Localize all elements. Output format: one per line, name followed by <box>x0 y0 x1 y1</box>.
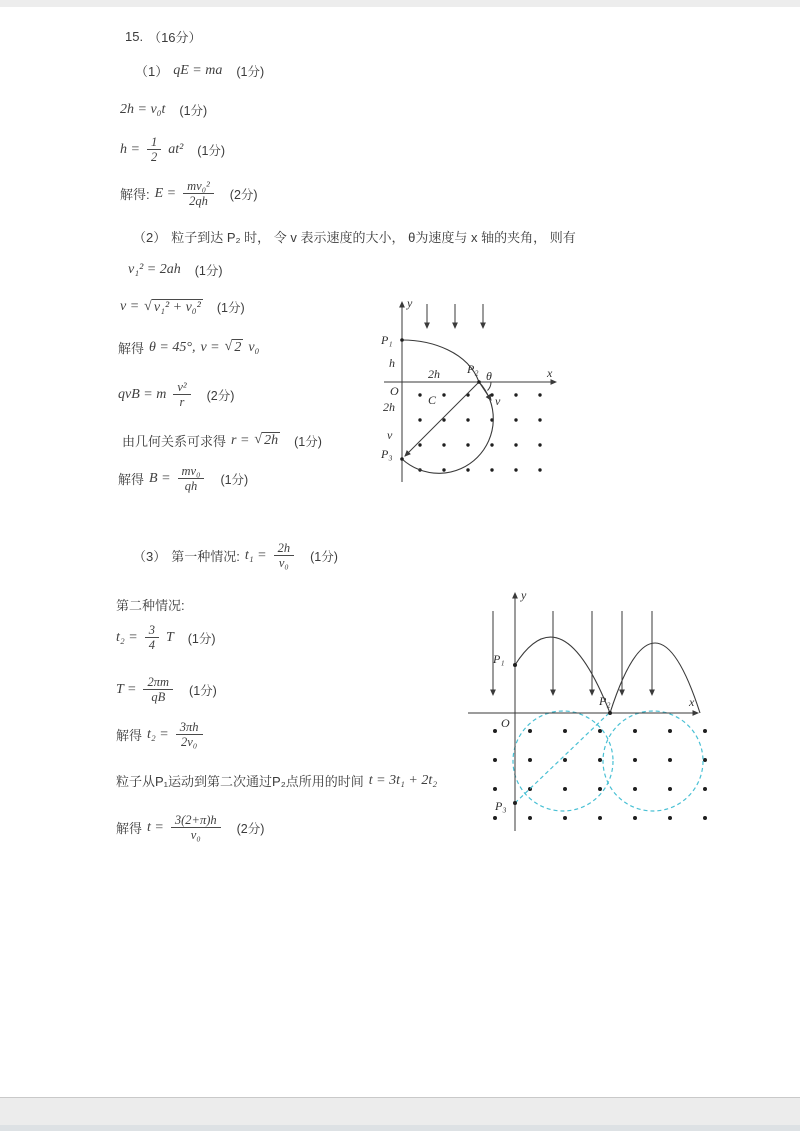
fraction: $\frac{2\pi m}{qB}$ <box>143 675 173 705</box>
formula-lhs: T = <box>116 681 137 697</box>
fraction: $\frac{\text{mv₀}}{qh}$ <box>178 464 205 494</box>
score: (1分) <box>294 434 322 449</box>
formula-tail: T <box>165 629 174 645</box>
field-dots <box>493 729 707 820</box>
eq-qe-ma <box>135 61 264 80</box>
score: (1分) <box>187 631 216 646</box>
part2-intro <box>133 227 576 246</box>
solve-label: 解得: <box>120 187 150 203</box>
score: (1分) <box>236 64 265 79</box>
page-edge-bottom-shadow <box>0 1125 800 1131</box>
label-x-axis: x <box>689 695 695 709</box>
problem-number: 15. <box>125 29 144 44</box>
fraction: $\frac{1}{2}$ <box>147 135 161 165</box>
solve-label: 解得 <box>118 341 145 356</box>
label-2h-top: 2h <box>428 367 440 381</box>
formula-tail: v₀ <box>248 339 260 355</box>
problem-header <box>125 27 202 46</box>
score: (2分) <box>236 821 265 836</box>
formula-lhs: v = <box>120 299 140 314</box>
formula-lhs: h = <box>120 141 140 157</box>
formula: v₁² = 2ah <box>128 262 181 277</box>
label-p2: P₂ <box>467 362 479 376</box>
parabola-hump-1 <box>515 637 610 713</box>
formula: qE = ma <box>173 62 223 78</box>
label-y-axis: y <box>407 296 413 310</box>
score: (1分) <box>194 264 223 278</box>
intro-text: 粒子到达 P₂ 时， 令 v 表示速度的大小， θ为速度与 x 轴的夹角， 则有 <box>171 230 576 245</box>
theta-arc <box>488 382 492 391</box>
formula-theta: θ = 45°, <box>149 339 196 355</box>
eq-2h-v0t <box>120 101 207 119</box>
point-p1 <box>400 338 404 342</box>
label-v-bottom: v <box>387 428 393 442</box>
solve-label: 解得 <box>116 821 143 837</box>
page-edge-bottom <box>0 1097 800 1131</box>
solve-label: 解得 <box>118 472 145 488</box>
velocity-arrow <box>479 382 491 400</box>
formula-lhs: B = <box>149 470 171 486</box>
score: (2分) <box>229 187 258 202</box>
fraction: $\frac{\text{mv₀²}}{2qh}$ <box>183 179 214 209</box>
eq-solve-t2 <box>116 720 205 750</box>
time-text: 粒子从P₁运动到第二次通过P₂点所用的时间 <box>116 774 364 789</box>
part3-label: （3） <box>133 549 167 565</box>
formula-lhs: E = <box>154 185 177 201</box>
line-total-time <box>116 771 437 790</box>
fraction: $\frac{\text{v²}}{r}$ <box>173 380 190 410</box>
diagram-trajectory-1 <box>372 292 572 492</box>
radical-sign: √ <box>254 432 263 447</box>
fraction: $\frac{2h}{\text{v₀}}$ <box>274 541 295 571</box>
case2-heading <box>116 595 185 614</box>
formula-lhs: t₂ = <box>116 629 138 645</box>
score: (1分) <box>216 301 245 315</box>
part3-case1 <box>133 541 338 571</box>
geometry-label: 由几何关系可求得 <box>122 434 227 449</box>
eq-final-t <box>116 813 264 843</box>
label-origin: O <box>390 384 399 398</box>
label-theta: θ <box>486 369 492 383</box>
formula-lhs: t₂ = <box>147 726 169 742</box>
label-origin: O <box>501 716 510 730</box>
label-y-axis: y <box>521 588 527 602</box>
line-theta-45 <box>118 338 259 357</box>
score: (2分) <box>206 388 235 403</box>
case2-label: 第二种情况: <box>116 598 185 613</box>
case1-label: 第一种情况: <box>171 549 240 565</box>
label-center-c: C <box>428 393 437 407</box>
eq-v-sqrt <box>120 298 245 316</box>
dashed-circle-1 <box>513 711 613 811</box>
point-p2 <box>477 380 481 384</box>
formula-lhs: v = <box>200 339 220 355</box>
circle-arc <box>402 382 493 473</box>
point-p3 <box>400 457 404 461</box>
label-p1: P₁ <box>493 652 505 666</box>
label-p3: P₃ <box>495 799 507 813</box>
point-p2 <box>608 711 612 715</box>
problem-points: （16分） <box>148 30 202 45</box>
formula: 2h = v₀t <box>120 102 166 117</box>
fraction: $\frac{3(2+\pi)h}{\text{v₀}}$ <box>171 813 221 843</box>
part1-label: （1） <box>135 64 169 79</box>
page-edge-top <box>0 0 800 7</box>
time-equation: t = 3t₁ + 2t₂ <box>368 772 438 788</box>
formula-lhs: t = <box>147 819 164 835</box>
label-p1: P₁ <box>381 333 393 347</box>
eq-t2-3quarterT <box>116 623 216 653</box>
formula-lhs: t₁ = <box>244 547 267 563</box>
point-p1 <box>513 663 517 667</box>
eq-solve-B <box>118 464 248 494</box>
sqrt-expression: √ v₁² + v₀² <box>144 298 201 315</box>
label-2h-left: 2h <box>383 400 395 414</box>
label-p3: P₃ <box>381 447 393 461</box>
radical-sign: √ <box>224 339 233 354</box>
label-h: h <box>389 356 395 370</box>
formula-lhs: r = <box>231 432 250 448</box>
score: (1分) <box>189 683 217 698</box>
score: (1分) <box>179 104 208 118</box>
point-p3 <box>513 801 517 805</box>
score: (1分) <box>220 472 249 487</box>
parabola-hump-2 <box>610 643 700 713</box>
fraction: $\frac{3}{4}$ <box>145 623 159 653</box>
formula-lhs: qvB = m <box>118 386 167 402</box>
sqrt-expression: √ 2 <box>224 339 242 355</box>
fraction: $\frac{3\pi h}{\text{2v₀}}$ <box>176 720 203 750</box>
label-v: v <box>495 394 501 408</box>
dashed-circle-2 <box>603 711 703 811</box>
eq-solve-E <box>120 179 258 209</box>
score: (1分) <box>310 549 338 564</box>
eq-period-T <box>116 675 217 705</box>
formula-tail: at² <box>168 141 184 157</box>
radical-sign: √ <box>144 298 152 314</box>
label-p2: P₂ <box>599 694 611 708</box>
label-x-axis: x <box>547 366 553 380</box>
eq-qvb <box>118 380 234 410</box>
line-geometry-r <box>122 431 322 450</box>
eq-v1sq <box>128 261 223 279</box>
score: (1分) <box>197 143 226 158</box>
solve-label: 解得 <box>116 728 143 744</box>
part2-label: （2） <box>133 230 167 245</box>
field-dots <box>418 393 541 471</box>
sqrt-expression: √ 2h <box>254 432 279 448</box>
eq-h-half-at2 <box>120 135 225 165</box>
diagram-trajectory-2 <box>450 583 750 843</box>
